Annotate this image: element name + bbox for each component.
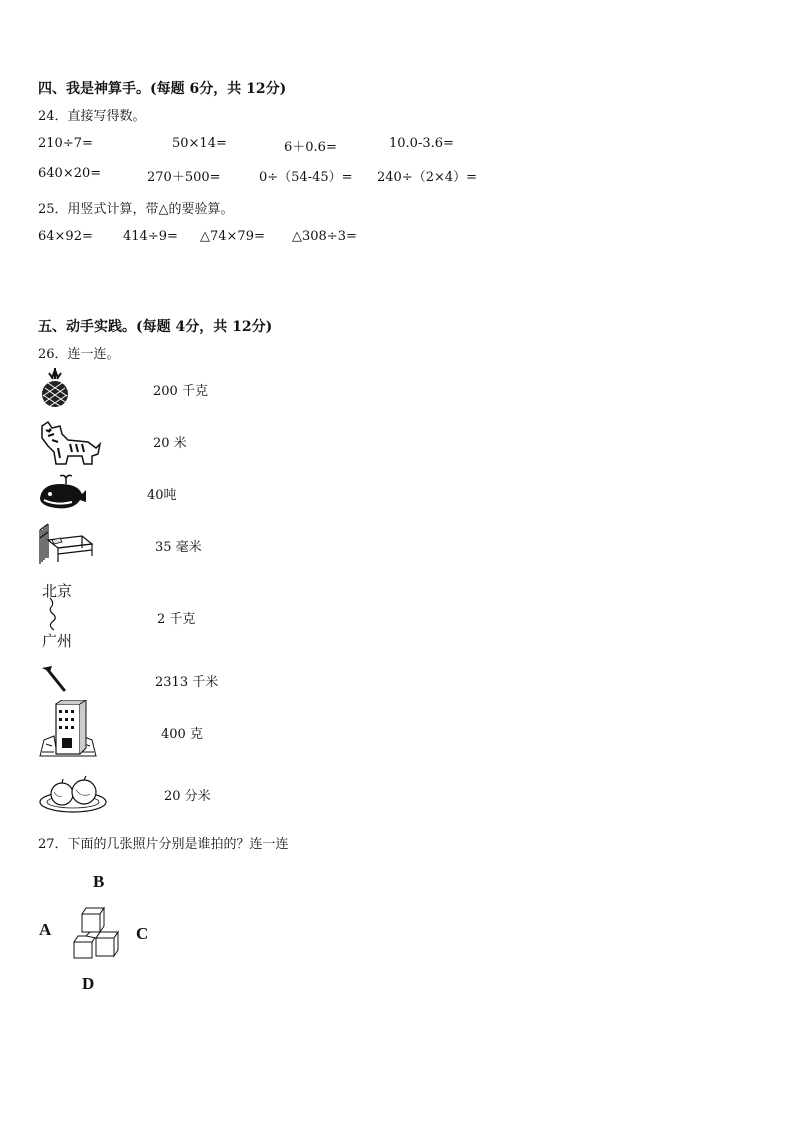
measure-label: 200 千克 xyxy=(153,384,208,399)
map-label-guangzhou: 广州 xyxy=(42,632,73,650)
measure-label: 35 毫米 xyxy=(155,540,202,555)
bed-icon xyxy=(38,518,94,566)
viewer-letter-a: A xyxy=(39,920,52,939)
whale-icon xyxy=(38,472,88,512)
calc-item: 6＋0.6= xyxy=(284,140,337,155)
section-5-heading: 五、动手实践。(每题 4分，共 12分) xyxy=(38,319,273,335)
measure-label: 2313 千米 xyxy=(155,675,219,690)
calc-item: 240÷（2×4）= xyxy=(377,170,478,185)
measure-label: 40吨 xyxy=(147,488,177,503)
measure-label: 2 千克 xyxy=(157,612,196,627)
map-label-beijing: 北京 xyxy=(42,582,73,600)
calc-item: 640×20= xyxy=(38,166,102,181)
measure-label: 20 米 xyxy=(153,436,187,451)
question-26-label: 26．连一连。 xyxy=(38,347,120,362)
nail-icon xyxy=(38,664,70,694)
question-24-label: 24．直接写得数。 xyxy=(38,109,146,124)
calc-item: 10.0-3.6= xyxy=(389,136,454,151)
calc-item: 270＋500= xyxy=(147,170,221,185)
calc-item: 64×92= xyxy=(38,229,93,244)
section-4-heading: 四、我是神算手。(每题 6分，共 12分) xyxy=(38,81,287,97)
tiger-icon xyxy=(38,418,102,468)
cube-stack-icon xyxy=(72,906,120,960)
map-route-icon xyxy=(44,596,64,632)
apples-on-plate-icon xyxy=(38,772,108,814)
measure-label: 20 分米 xyxy=(164,789,211,804)
viewer-letter-d: D xyxy=(82,974,95,993)
calc-item: 210÷7= xyxy=(38,136,93,151)
viewer-letter-c: C xyxy=(136,924,149,943)
calc-item: 50×14= xyxy=(172,136,227,151)
building-icon xyxy=(38,700,98,758)
question-25-label: 25．用竖式计算，带△的要验算。 xyxy=(38,202,234,217)
calc-item: 414÷9= xyxy=(123,229,178,244)
calc-item: 0÷（54-45）= xyxy=(259,170,353,185)
calc-item: △308÷3= xyxy=(292,229,357,244)
calc-item: △74×79= xyxy=(200,229,265,244)
measure-label: 400 克 xyxy=(161,727,203,742)
pineapple-icon xyxy=(38,368,72,408)
question-27-label: 27．下面的几张照片分别是谁拍的？连一连 xyxy=(38,837,289,852)
viewer-letter-b: B xyxy=(93,872,105,891)
